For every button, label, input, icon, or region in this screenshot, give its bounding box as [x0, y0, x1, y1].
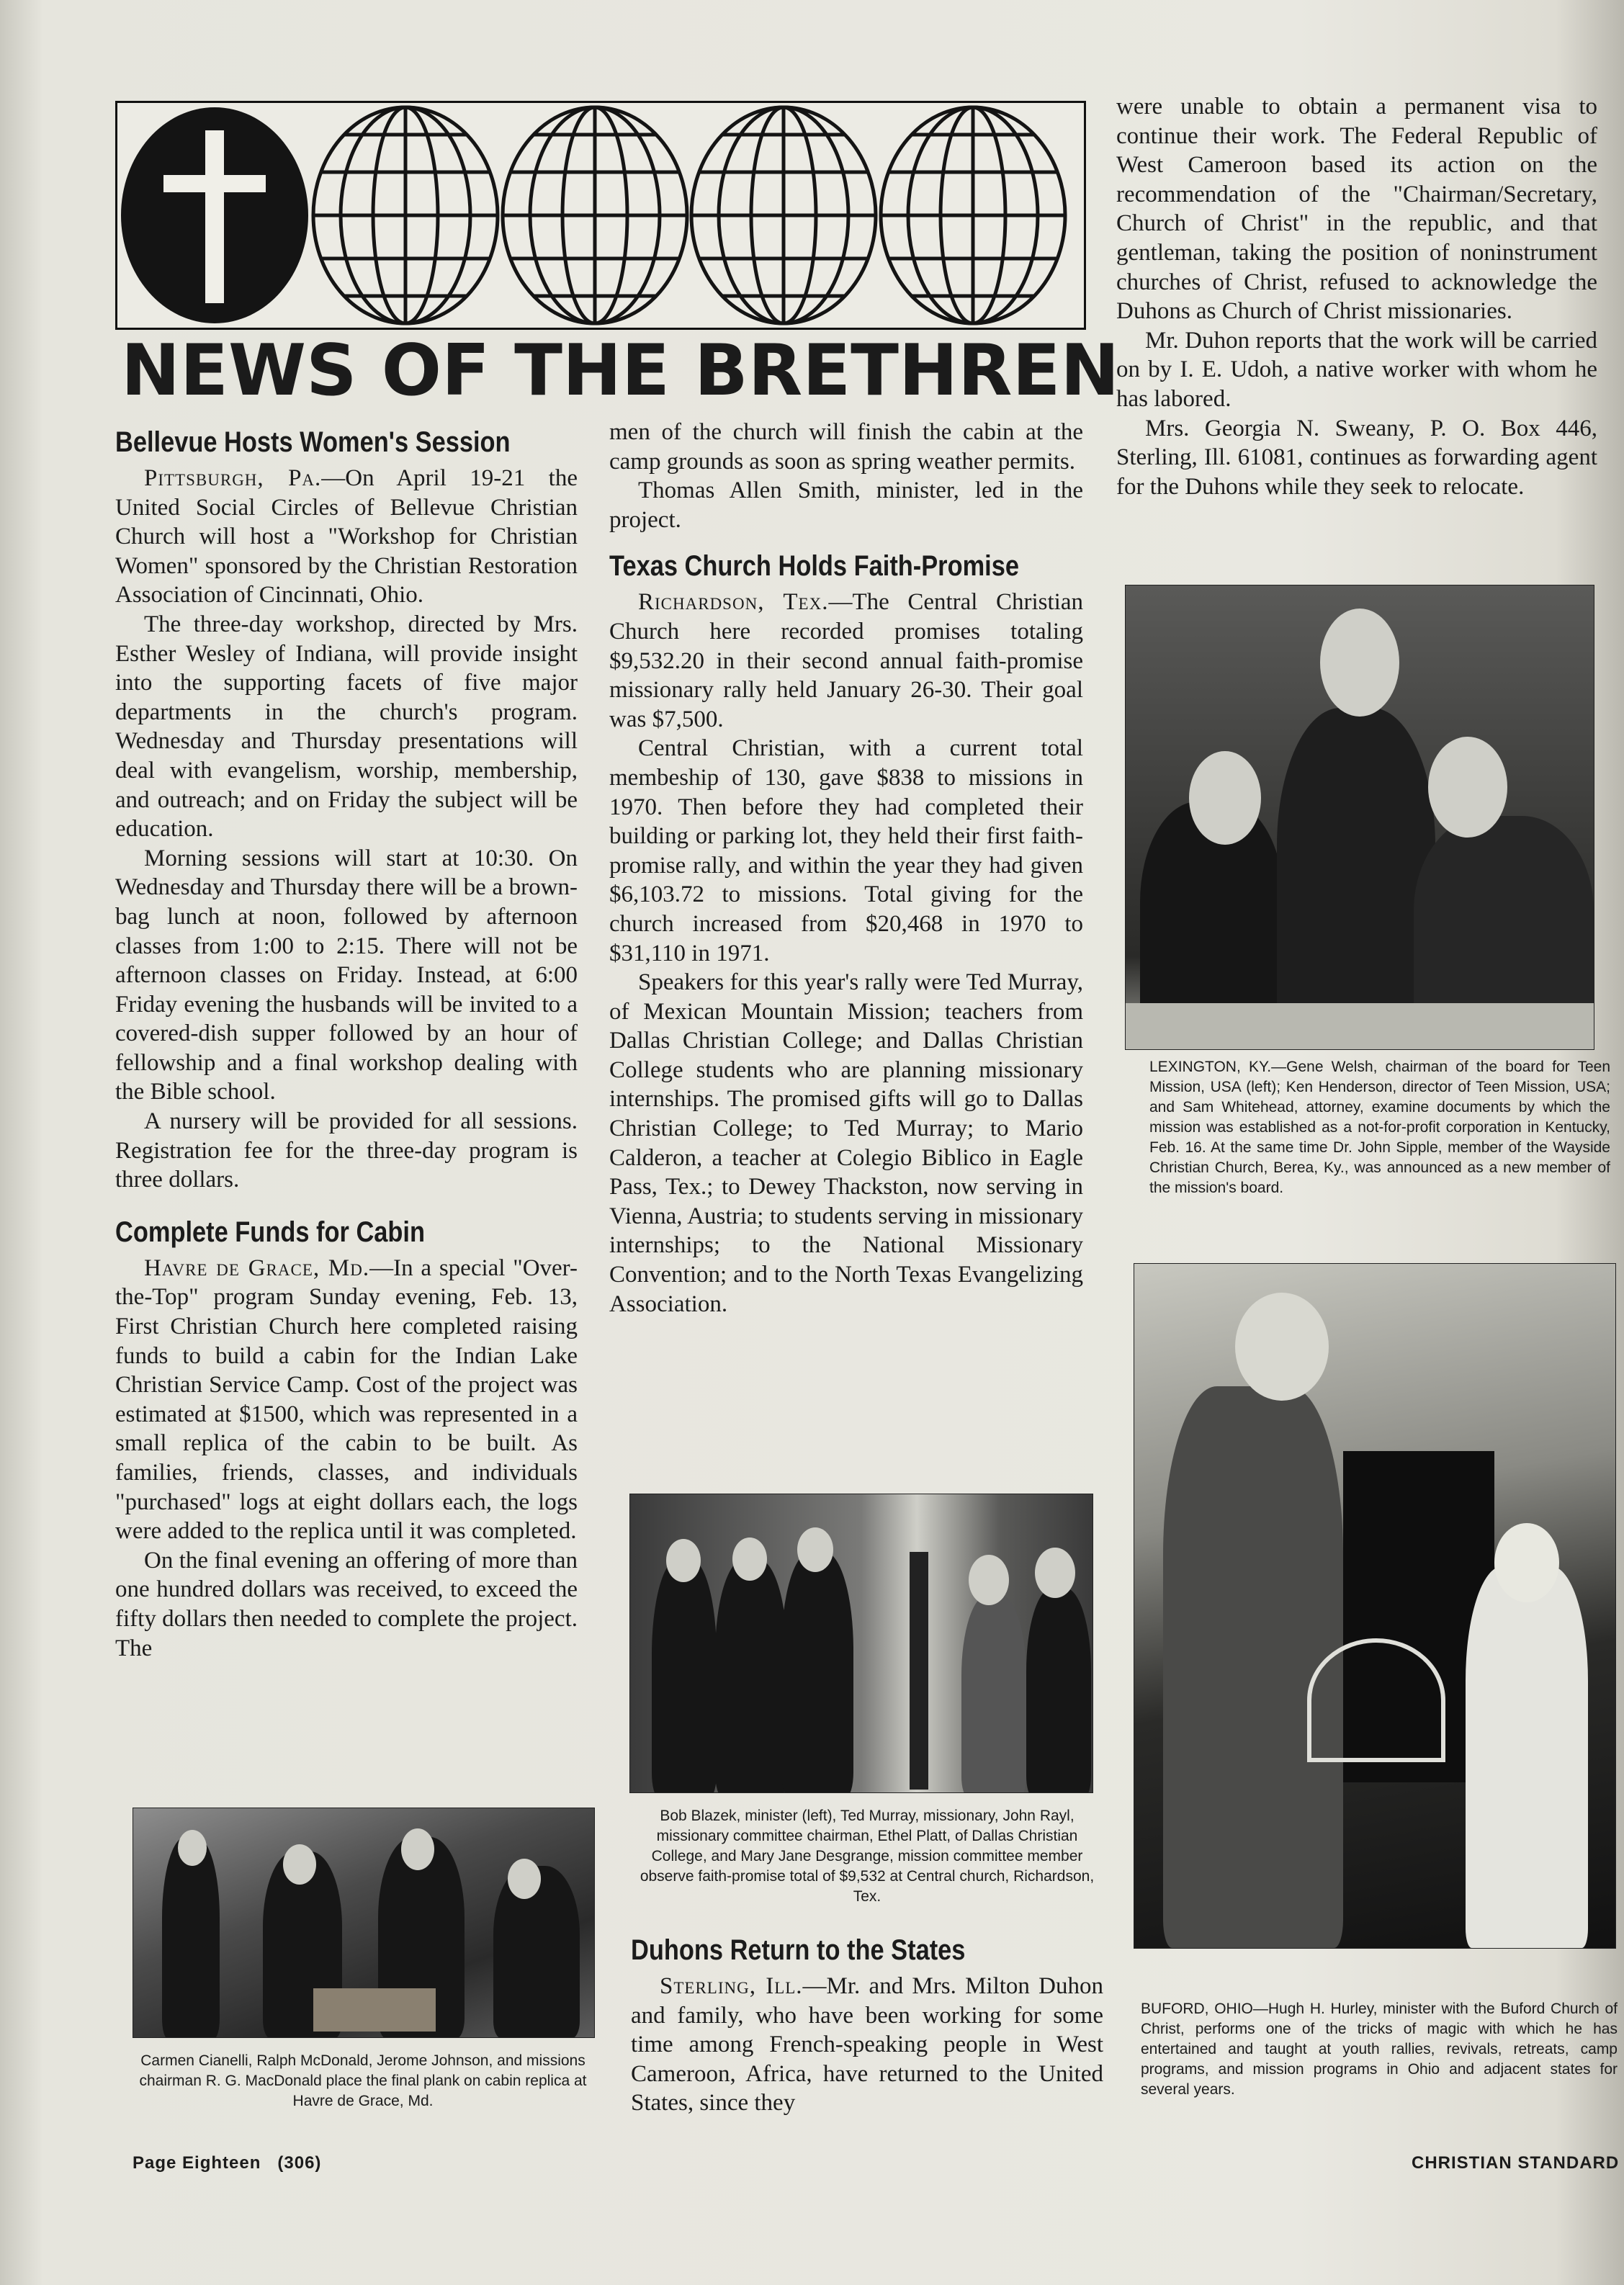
caption-buford-photo: BUFORD, OHIO—Hugh H. Hurley, minister with the Buford Church of Christ, performs one of the tricks of magic with which he has entertained and taught at youth rallies, revivals, retreats, camp programs, and mission programs in Ohio and adjacent states for several years.	[1141, 2001, 1618, 2098]
caption-texas-photo: Bob Blazek, minister (left), Ted Murray, missionary, John Rayl, missionary committee chairman, Ethel Platt, of Dallas Christian College, and Mary Jane Desgrange, mission committee member observe faith-promise total of $9,532 at Central church, Richardson, Tex.	[640, 1808, 1095, 1905]
photo-lexington	[1125, 585, 1594, 1050]
bellevue-paragraph-2: The three-day workshop, directed by Mrs. Esther Wesley of Indiana, will provide insight into the supporting facets of five major departments in the church's program. Wednesday and Thursday presentations will deal with evangelism, worship, membership, and outreach; and on Friday the subject will be education.	[115, 611, 578, 843]
texas-paragraph-3: Speakers for this year's rally were Ted Murray, of Mexican Mountain Mission; teachers from Dallas Christian College; and Dallas Christian College students who are planning missionary internships. The promised gifts will go to Dallas Christian College; to Ted Murray; to Mario Calderon, a teacher at Colegio Biblico in Eagle Pass, Tex.; to Dewey Thackston, now serving in Vienna, Austria; to students serving in missionary internships; to the National Missionary Convention; and to the North Texas Evangelizing Association.	[609, 969, 1083, 1317]
article-cabin-continued	[609, 418, 1083, 534]
duhons-paragraph-1-continued: were unable to obtain a permanent visa to continue their work. The Federal Republic of West Cameroon based its action on the recommendation of the "Chairman/Secretary, Church of Christ" in the republic, and that gentleman, taking the position of noninstrument churches of Christ, refused to acknowledge the Duhons as Church of Christ missionaries.	[1116, 94, 1597, 325]
article-bellevue	[115, 464, 578, 1195]
cabin-paragraph-3: men of the church will finish the cabin at the camp grounds as soon as spring weather permits.	[609, 419, 1083, 475]
article-duhons-continued	[1116, 92, 1597, 501]
bellevue-paragraph-3: Morning sessions will start at 10:30. On Wednesday and Thursday there will be a brown-bag lunch at noon, followed by afternoon classes from 1:00 to 2:15. There will not be afternoon classes on Friday. Instead, at 6:00 Friday evening the husbands will be invited to a covered-dish supper followed by an hour of fellowship and a final workshop dealing with the Bible school.	[115, 845, 578, 1105]
column-2	[609, 418, 1083, 1319]
headline-cabin: Complete Funds for Cabin	[115, 1216, 425, 1248]
column-2-bottom	[631, 1933, 1103, 2118]
page-number	[133, 2153, 321, 2173]
dateline-cabin: Havre de Grace, Md.	[144, 1254, 370, 1281]
cross-and-globes-icon	[117, 103, 1084, 328]
duhons-paragraph-2: Mr. Duhon reports that the work will be carried on by I. E. Udoh, a native worker with whom he has labored.	[1116, 327, 1597, 412]
page-title: NEWS OF THE BRETHREN	[121, 330, 1120, 412]
photo-buford	[1134, 1263, 1616, 1949]
texas-paragraph-1: —The Central Christian Church here recorded promises totaling $9,532.20 in their second annual faith-promise missionary rally held January 26-30. Their goal was $7,500.	[609, 589, 1083, 732]
bellevue-paragraph-1: —On April 19-21 the United Social Circles of Bellevue Christian Church will host a "Workshop for Christian Women" sponsored by the Christian Restoration Association of Cincinnati, Ohio.	[115, 465, 578, 609]
cabin-paragraph-1: —In a special "Over-the-Top" program Sunday evening, Feb. 13, First Christian Church here completed raising funds to build a cabin for the Indian Lake Christian Service Camp. Cost of the project was estimated at $1500, which was represented in a small replica of the cabin to be built. As families, friends, classes, and individuals "purchased" logs at eight dollars each, the logs were added to the replica until it was completed.	[115, 1254, 578, 1545]
masthead-banner	[115, 101, 1086, 330]
article-duhons	[631, 1972, 1103, 2118]
headline-duhons: Duhons Return to the States	[631, 1934, 966, 1966]
bellevue-paragraph-4: A nursery will be provided for all sessions. Registration fee for the three-day program is three dollars.	[115, 1108, 578, 1193]
cabin-paragraph-2: On the final evening an offering of more than one hundred dollars was received, to exceed the fifty dollars then needed to complete the project. The	[115, 1547, 578, 1661]
dateline-duhons: Sterling, Ill.	[660, 1973, 803, 1999]
article-texas	[609, 588, 1083, 1319]
publication-name: CHRISTIAN STANDARD	[1412, 2153, 1620, 2173]
dateline-texas: Richardson, Tex.	[638, 589, 829, 616]
column-1	[115, 425, 578, 1663]
caption-cabin-photo: Carmen Cianelli, Ralph McDonald, Jerome Johnson, and missions chairman R. G. MacDonald place the final plank on cabin replica at Havre de Grace, Md.	[139, 2052, 587, 2109]
cabin-paragraph-4: Thomas Allen Smith, minister, led in the project.	[609, 477, 1083, 533]
photo-texas-church	[629, 1494, 1093, 1793]
photo-cabin-replica	[133, 1808, 595, 2038]
dateline-bellevue: Pittsburgh, Pa.	[144, 465, 322, 491]
caption-lexington-photo: LEXINGTON, KY.—Gene Welsh, chairman of the board for Teen Mission, USA (left); Ken Henderson, director of Teen Mission, USA; and Sam Whitehead, attorney, examine documents by which the mission was established as a not-for-profit corporation in Kentucky, Feb. 16. At the same time Dr. John Sipple, member of the Wayside Christian Church, Berea, Ky., was announced as a new member of the mission's board.	[1149, 1059, 1610, 1196]
headline-texas: Texas Church Holds Faith-Promise	[609, 550, 1019, 583]
headline-bellevue: Bellevue Hosts Women's Session	[115, 426, 511, 458]
page-number-label: Page Eighteen (306)	[133, 2153, 322, 2173]
texas-paragraph-2: Central Christian, with a current total membeship of 130, gave $838 to missions in 1970. Then before they had completed their building or parking lot, they held their first faith-promise rally, and within the year they had given $6,103.72 to missions. Total giving for the church increased from $20,468 in 1970 to $31,110 in 1971.	[609, 735, 1083, 966]
duhons-paragraph-3: Mrs. Georgia N. Sweany, P. O. Box 446, Sterling, Ill. 61081, continues as forwarding agent for the Duhons while they seek to relocate.	[1116, 415, 1597, 500]
column-3	[1116, 92, 1597, 501]
duhons-paragraph-1: —Mr. and Mrs. Milton Duhon and family, who have been working for some time among French-speaking people in West Cameroon, Africa, have returned to the United States, since they	[631, 1973, 1103, 2116]
article-cabin	[115, 1254, 578, 1663]
